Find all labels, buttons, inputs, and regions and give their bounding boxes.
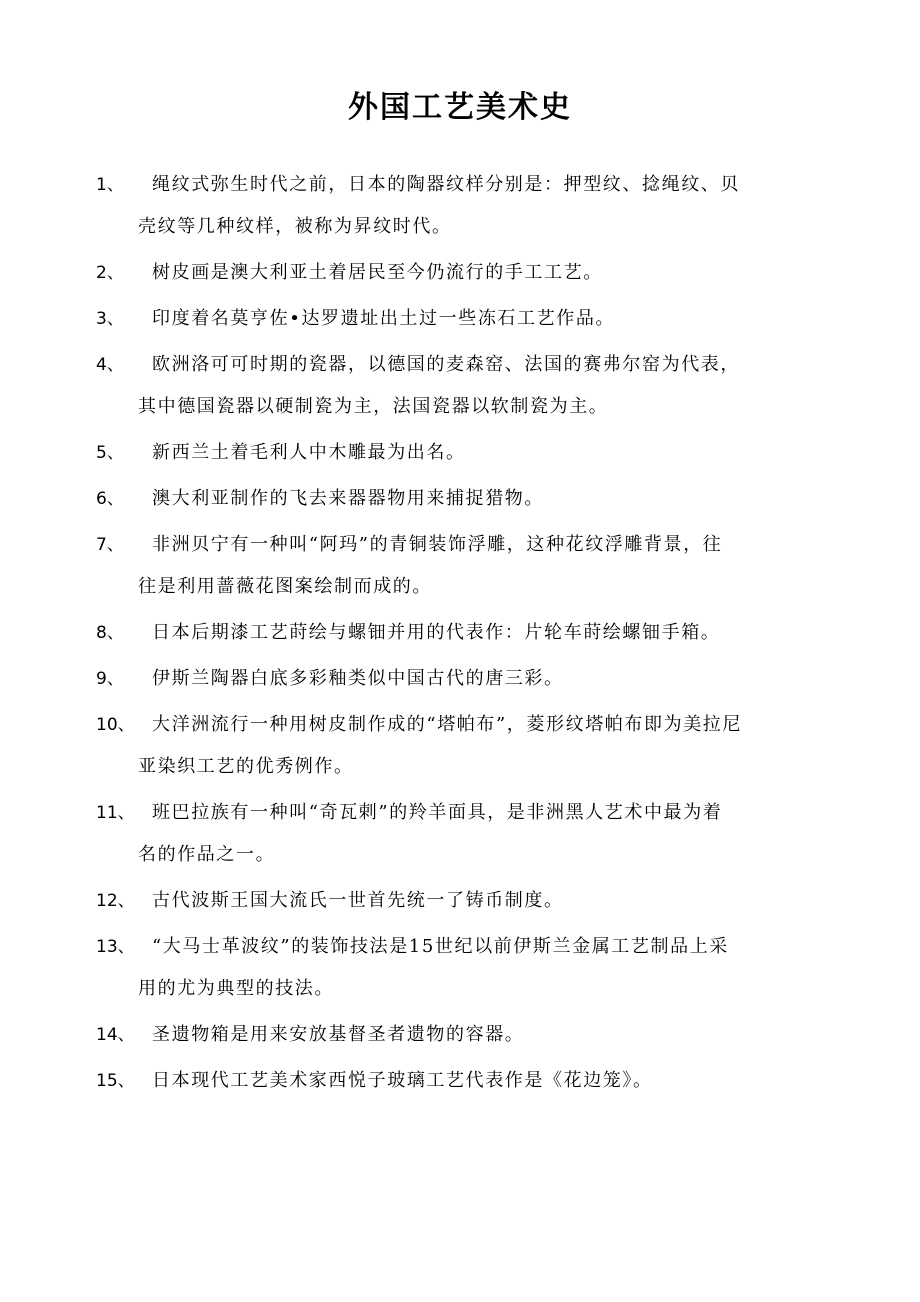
item-number: 6、	[96, 489, 124, 509]
item-number: 13、	[96, 937, 135, 957]
item-text-line: 其中德国瓷器以硬制瓷为主，法国瓷器以软制瓷为主。	[138, 396, 609, 417]
item-text-line: 圣遗物箱是用来安放基督圣者遗物的容器。	[152, 1024, 525, 1045]
item-text	[138, 524, 812, 608]
item-number: 2、	[96, 263, 124, 283]
item-text-line: 非洲贝宁有一种叫“阿玛”的青铜装饰浮雕，这种花纹浮雕背景，往	[152, 534, 723, 555]
item-list	[0, 164, 920, 1106]
list-item	[0, 792, 920, 876]
item-text	[138, 792, 812, 876]
item-text	[152, 478, 812, 520]
item-text-line: 澳大利亚制作的飞去来器器物用来捕捉猎物。	[152, 488, 544, 509]
list-item	[0, 298, 920, 340]
item-text-line: 印度着名莫亨佐•达罗遗址出土过一些冻石工艺作品。	[152, 308, 616, 329]
item-number: 9、	[96, 669, 124, 689]
list-item	[0, 926, 920, 1010]
item-text-line: 往是利用蔷薇花图案绘制而成的。	[138, 576, 432, 597]
list-item	[0, 252, 920, 294]
item-number: 3、	[96, 309, 124, 329]
item-number: 8、	[96, 623, 124, 643]
item-text-line: 伊斯兰陶器白底多彩釉类似中国古代的唐三彩。	[152, 668, 564, 689]
item-text-line: 欧洲洛可可时期的瓷器，以德国的麦森窑、法国的赛弗尔窑为代表，	[152, 354, 740, 375]
item-text	[152, 612, 812, 654]
item-number: 14、	[96, 1025, 135, 1045]
item-text	[138, 704, 812, 788]
list-item	[0, 880, 920, 922]
list-item	[0, 612, 920, 654]
item-number: 12、	[96, 891, 135, 911]
list-item	[0, 1014, 920, 1056]
item-number: 4、	[96, 355, 124, 375]
item-text-line: 大洋洲流行一种用树皮制作成的“塔帕布”，菱形纹塔帕布即为美拉尼	[152, 714, 743, 735]
item-text-line: 用的尤为典型的技法。	[138, 978, 334, 999]
item-text-line: “大马士革波纹”的装饰技法是15世纪以前伊斯兰金属工艺制品上采	[152, 936, 729, 957]
item-text-line: 新西兰土着毛利人中木雕最为出名。	[152, 442, 466, 463]
list-item	[0, 344, 920, 428]
item-text-line: 壳纹等几种纹样，被称为昇纹时代。	[138, 216, 452, 237]
item-text-line: 亚染织工艺的优秀例作。	[138, 756, 354, 777]
list-item	[0, 1060, 920, 1102]
item-text-line: 日本后期漆工艺莳绘与螺钿并用的代表作：片轮车莳绘螺钿手箱。	[152, 622, 721, 643]
item-text-line: 日本现代工艺美术家西悦子玻璃工艺代表作是《花边笼》。	[152, 1070, 653, 1091]
list-item	[0, 524, 920, 608]
item-text	[152, 880, 812, 922]
item-text-line: 古代波斯王国大流氏一世首先统一了铸币制度。	[152, 890, 564, 911]
item-text-line: 名的作品之一。	[138, 844, 276, 865]
item-text	[152, 432, 812, 474]
item-number: 5、	[96, 443, 124, 463]
item-text	[152, 1060, 812, 1102]
item-number: 15、	[96, 1071, 135, 1091]
item-number: 10、	[96, 715, 135, 735]
list-item	[0, 478, 920, 520]
item-number: 1、	[96, 175, 124, 195]
list-item	[0, 658, 920, 700]
item-number: 11、	[96, 803, 135, 823]
item-text	[152, 1014, 812, 1056]
item-number: 7、	[96, 535, 124, 555]
item-text	[138, 344, 812, 428]
list-item	[0, 432, 920, 474]
list-item	[0, 704, 920, 788]
list-item	[0, 164, 920, 248]
item-text	[152, 252, 812, 294]
item-text-line: 班巴拉族有一种叫“奇瓦剌”的羚羊面具，是非洲黑人艺术中最为着	[152, 802, 723, 823]
document-title: 外国工艺美术史	[348, 90, 572, 125]
item-text-line: 树皮画是澳大利亚土着居民至今仍流行的手工工艺。	[152, 262, 603, 283]
item-text	[152, 298, 812, 340]
item-text	[138, 926, 812, 1010]
item-text	[152, 658, 812, 700]
item-text-line: 绳纹式弥生时代之前，日本的陶器纹样分别是：押型纹、捻绳纹、贝	[152, 174, 740, 195]
item-text	[138, 164, 812, 248]
